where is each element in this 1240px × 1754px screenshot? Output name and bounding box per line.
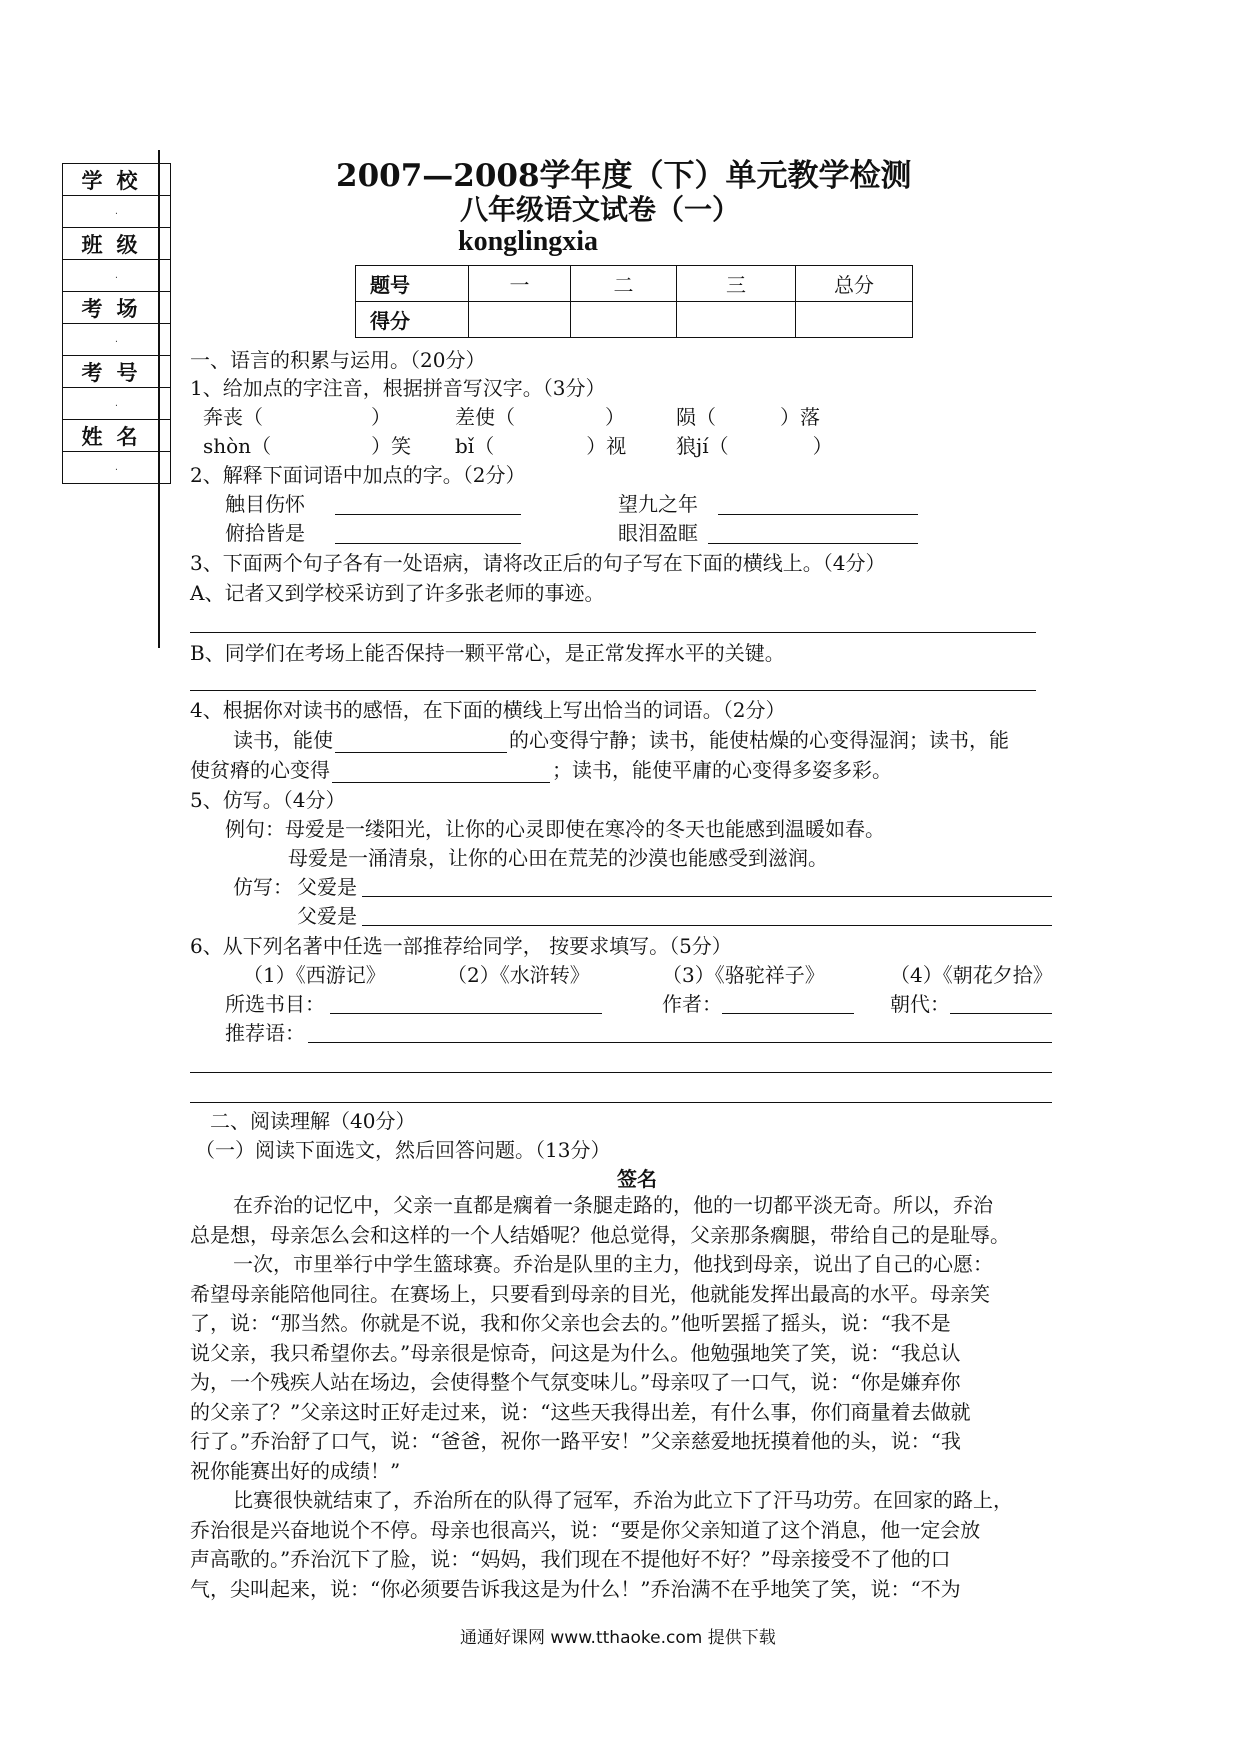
binding-line	[158, 150, 160, 648]
side-label-school: 学校	[63, 164, 171, 196]
pinyin-item: 奔丧（ ）	[203, 405, 391, 429]
article-line: 祝你能赛出好的成绩！”	[190, 1459, 401, 1483]
book-option: （1）《西游记》	[243, 963, 386, 987]
score-column: 二	[571, 266, 677, 302]
author-label: 作者：	[662, 992, 722, 1016]
answer-line[interactable]	[708, 543, 918, 544]
score-cell[interactable]	[469, 302, 571, 338]
vocab-item: 触目伤怀	[225, 492, 305, 516]
question-prompt: 2、解释下面词语中加点的字。（2分）	[190, 463, 526, 487]
exam-subtitle: 八年级语文试卷（一）	[460, 193, 741, 226]
answer-line[interactable]	[190, 1102, 1052, 1103]
fill-sentence: 读书，能使 的心变得宁静；读书，能使枯燥的心变得湿润；读书，能	[233, 728, 1009, 752]
article-line: 希望母亲能陪他同往。在赛场上，只要看到母亲的目光，他就能发挥出最高的水平。母亲笑	[190, 1282, 990, 1306]
sentence-a: A、记者又到学校采访到了许多张老师的事迹。	[190, 581, 605, 605]
author-tag: konglingxia	[458, 226, 599, 257]
section-heading: 一、语言的积累与运用。（20分）	[190, 348, 486, 372]
pinyin-item: bǐ（ ）视	[455, 434, 627, 458]
pinyin-item: 差使（ ）	[455, 405, 625, 429]
side-blank: .	[63, 196, 171, 228]
answer-line[interactable]	[335, 514, 521, 515]
student-info-strip	[62, 163, 171, 484]
article-line: 说父亲，我只希望你去。”母亲很是惊奇，问这是为什么。他勉强地笑了笑，说：“我总认	[190, 1341, 961, 1365]
score-column: 总分	[796, 266, 913, 302]
article-line: 了，说：“那当然。你就是不说，我和你父亲也会去的。”他听罢摇了摇头，说：“我不是	[190, 1311, 951, 1335]
side-label-name: 姓名	[63, 420, 171, 452]
answer-blank[interactable]	[332, 762, 550, 783]
article-line: 的父亲了？”父亲这时正好走过来，说：“这些天我得出差，有什么事，你们商量着去做就	[190, 1400, 971, 1424]
recommend-label: 推荐语：	[225, 1021, 305, 1045]
question-prompt: 1、给加点的字注音，根据拼音写汉字。（3分）	[190, 376, 606, 400]
article-line: 总是想，母亲怎么会和这样的一个人结婚呢？他总觉得，父亲那条瘸腿，带给自己的是耻辱。	[190, 1223, 1010, 1247]
score-cell[interactable]	[796, 302, 913, 338]
article-line: 为，一个残疾人站在场边，会使得整个气氛变味儿。”母亲叹了一口气，说：“你是嫌弃你	[190, 1370, 961, 1394]
pinyin-item: 陨（ ）落	[676, 405, 820, 429]
answer-line[interactable]	[362, 925, 1052, 926]
article-line: 声高歌的。”乔治沉下了脸，说：“妈妈，我们现在不提他好不好？”母亲接受不了他的口	[190, 1547, 951, 1571]
article-line: 乔治很是兴奋地说个不停。母亲也很高兴，说：“要是你父亲知道了这个消息，他一定会放	[190, 1518, 981, 1542]
side-blank: .	[63, 324, 171, 356]
answer-line[interactable]	[718, 514, 918, 515]
answer-line[interactable]	[335, 543, 521, 544]
answer-line[interactable]	[190, 632, 1036, 633]
imitate-prefix: 父爱是	[297, 875, 357, 899]
answer-line[interactable]	[190, 690, 1036, 691]
book-option: （2）《水浒转》	[447, 963, 590, 987]
section-heading: 二、阅读理解（40分）	[210, 1109, 416, 1133]
side-blank: .	[63, 452, 171, 484]
score-row-header: 得分	[356, 302, 469, 338]
example-sentence: 母爱是一涌清泉，让你的心田在荒芜的沙漠也能感受到滋润。	[288, 846, 828, 870]
imitate-label: 仿写：	[233, 875, 293, 899]
side-label-exam-number: 考号	[63, 356, 171, 388]
article-line: 比赛很快就结束了，乔治所在的队得了冠军，乔治为此立下了汗马功劳。在回家的路上，	[233, 1488, 1013, 1512]
answer-line[interactable]	[308, 1042, 1052, 1043]
score-cell[interactable]	[677, 302, 796, 338]
vocab-item: 望九之年	[618, 492, 698, 516]
score-column: 三	[677, 266, 796, 302]
side-label-class: 班级	[63, 228, 171, 260]
pinyin-item: shòn（ ）笑	[203, 434, 412, 458]
score-column: 一	[469, 266, 571, 302]
footer-credit: 通通好课网 www.tthaoke.com 提供下载	[460, 1628, 776, 1648]
dynasty-label: 朝代：	[890, 992, 950, 1016]
answer-line[interactable]	[722, 1013, 854, 1014]
vocab-item: 俯拾皆是	[225, 521, 305, 545]
question-prompt: 4、根据你对读书的感悟，在下面的横线上写出恰当的词语。（2分）	[190, 698, 786, 722]
side-blank: .	[63, 388, 171, 420]
score-cell[interactable]	[571, 302, 677, 338]
book-option: （3）《骆驼祥子》	[662, 963, 825, 987]
imitate-prefix: 父爱是	[297, 904, 357, 928]
vocab-item: 眼泪盈眶	[618, 521, 698, 545]
question-prompt: 6、从下列名著中任选一部推荐给同学， 按要求填写。（5分）	[190, 934, 732, 958]
article-line: 气，尖叫起来，说：“你必须要告诉我这是为什么！”乔治满不在乎地笑了笑，说：“不为	[190, 1577, 961, 1601]
article-line: 一次，市里举行中学生篮球赛。乔治是队里的主力，他找到母亲，说出了自己的心愿：	[233, 1252, 993, 1276]
sentence-b: B、同学们在考场上能否保持一颗平常心，是正常发挥水平的关键。	[190, 641, 785, 665]
answer-blank[interactable]	[335, 732, 507, 753]
answer-line[interactable]	[362, 896, 1052, 897]
article-line: 在乔治的记忆中，父亲一直都是瘸着一条腿走路的，他的一切都平淡无奇。所以，乔治	[233, 1193, 993, 1217]
exam-title: 2007—2008学年度（下）单元教学检测	[336, 158, 912, 194]
answer-line[interactable]	[950, 1013, 1052, 1014]
article-title: 签名	[617, 1167, 657, 1191]
example-sentence: 例句：母爱是一缕阳光，让你的心灵即使在寒冷的冬天也能感到温暖如春。	[225, 817, 885, 841]
score-table	[355, 265, 913, 338]
question-prompt: 5、仿写。（4分）	[190, 788, 346, 812]
score-row-header: 题号	[356, 266, 469, 302]
fill-sentence: 使贫瘠的心变得 ；读书，能使平庸的心变得多姿多彩。	[190, 758, 892, 782]
question-prompt: 3、下面两个句子各有一处语病，请将改正后的句子写在下面的横线上。（4分）	[190, 551, 886, 575]
article-line: 行了。”乔治舒了口气，说：“爸爸，祝你一路平安！”父亲慈爱地抚摸着他的头，说：“我	[190, 1429, 961, 1453]
pinyin-item: 狼jí（ ）	[676, 434, 833, 458]
book-label: 所选书目：	[225, 992, 325, 1016]
sub-heading: （一）阅读下面选文，然后回答问题。（13分）	[195, 1138, 611, 1162]
answer-line[interactable]	[330, 1013, 602, 1014]
side-label-exam-room: 考场	[63, 292, 171, 324]
answer-line[interactable]	[190, 1072, 1052, 1073]
side-blank: .	[63, 260, 171, 292]
book-option: （4）《朝花夕拾》	[890, 963, 1053, 987]
